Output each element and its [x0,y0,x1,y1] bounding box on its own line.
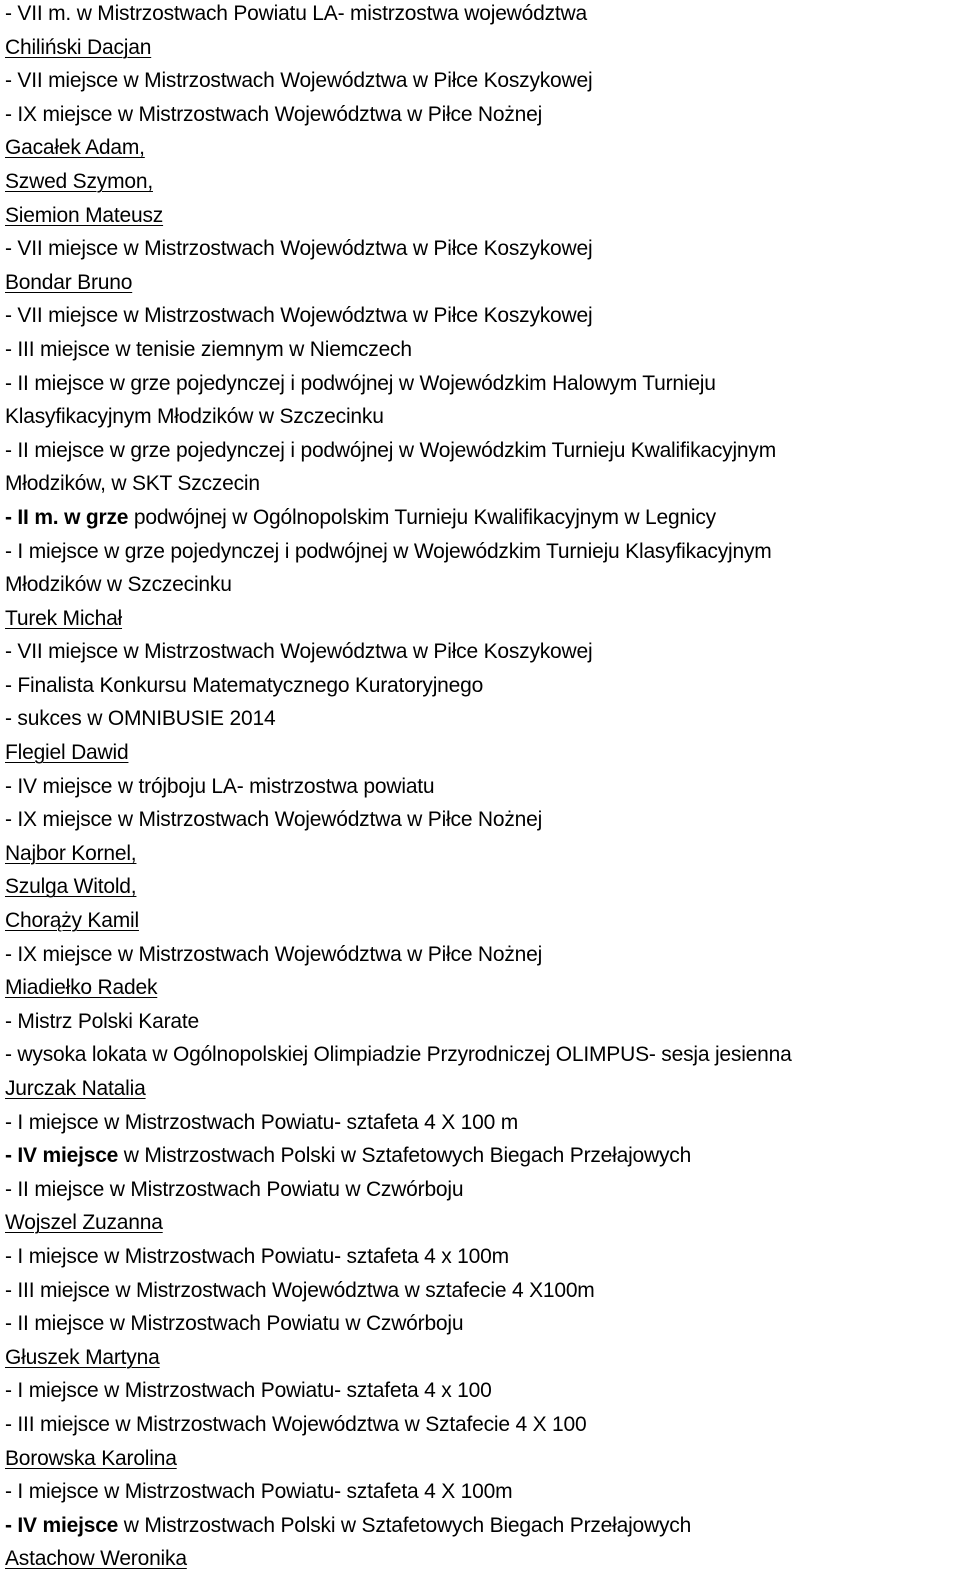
achievement-line [5,1139,955,1173]
achievement-text-bold: - II m. w grze [5,505,129,529]
achievement-line [5,1475,955,1509]
achievement-text: - VII miejsce w Mistrzostwach Województwa w Piłce Koszykowej [5,69,593,93]
achievement-text: - I miejsce w Mistrzostwach Powiatu- sztafeta 4 X 100m [5,1480,513,1504]
achievement-line [5,400,955,434]
achievement-text: - III miejsce w tenisie ziemnym w Niemczech [5,337,412,361]
student-name: Szulga Witold, [5,875,137,899]
achievement-text: - II miejsce w grze pojedynczej i podwójnej w Wojewódzkim Halowym Turnieju [5,371,716,395]
achievement-text: - IV miejsce w trójboju LA- mistrzostwa powiatu [5,774,435,798]
achievement-line [5,299,955,333]
student-name-line [5,1542,955,1576]
student-name: Szwed Szymon, [5,169,153,193]
student-name-line [5,165,955,199]
achievement-text: Klasyfikacyjnym Młodzików w Szczecinku [5,405,384,429]
student-name-line [5,837,955,871]
achievement-text: - II miejsce w Mistrzostwach Powiatu w Czwórboju [5,1177,464,1201]
achievement-text: w Mistrzostwach Polski w Sztafetowych Biegach Przełajowych [118,1513,692,1537]
achievement-text: - II miejsce w Mistrzostwach Powiatu w Czwórboju [5,1312,464,1336]
achievement-text: - wysoka lokata w Ogólnopolskiej Olimpiadzie Przyrodniczej OLIMPUS- sesja jesienna [5,1043,792,1067]
student-name-line [5,904,955,938]
achievement-text-bold: - IV miejsce [5,1513,119,1537]
achievement-line [5,501,955,535]
student-name-line [5,602,955,636]
achievement-line [5,1240,955,1274]
student-name: Głuszek Martyna [5,1345,160,1369]
achievement-text: - VII miejsce w Mistrzostwach Województwa w Piłce Koszykowej [5,304,593,328]
student-name: Chiliński Dacjan [5,35,152,59]
achievement-line [5,702,955,736]
achievement-line [5,1307,955,1341]
achievement-text: - Finalista Konkursu Matematycznego Kuratoryjnego [5,673,484,697]
achievement-text: - III miejsce w Mistrzostwach Województwa w sztafecie 4 X100m [5,1278,595,1302]
achievement-line [5,367,955,401]
achievement-text: - I miejsce w Mistrzostwach Powiatu- sztafeta 4 x 100m [5,1244,509,1268]
achievement-line [5,535,955,569]
achievement-text: - I miejsce w Mistrzostwach Powiatu- sztafeta 4 x 100 [5,1379,492,1403]
achievement-text: Młodzików w Szczecinku [5,573,232,597]
achievement-text: podwójnej w Ogólnopolskim Turnieju Kwalifikacyjnym w Legnicy [128,505,716,529]
achievement-line [5,635,955,669]
achievement-text: - VII miejsce w Mistrzostwach Województwa w Piłce Koszykowej [5,237,593,261]
achievement-line [5,1274,955,1308]
achievement-line [5,0,955,31]
achievement-text: - III miejsce w Mistrzostwach Województwa w Sztafecie 4 X 100 [5,1412,587,1436]
achievement-text-bold: - IV miejsce [5,1144,119,1168]
achievement-line [5,1408,955,1442]
student-name-line [5,199,955,233]
achievement-line [5,1509,955,1543]
achievement-line [5,1173,955,1207]
achievement-text: - sukces w OMNIBUSIE 2014 [5,707,276,731]
student-name-line [5,1072,955,1106]
achievement-text: - IX miejsce w Mistrzostwach Województwa w Piłce Nożnej [5,102,543,126]
student-name-line [5,870,955,904]
achievement-line [5,98,955,132]
achievement-line [5,434,955,468]
student-name-line [5,736,955,770]
student-name: Chorąży Kamil [5,909,139,933]
achievement-text: - Mistrz Polski Karate [5,1009,199,1033]
student-name: Gacałek Adam, [5,136,145,160]
student-name: Flegiel Dawid [5,741,129,765]
achievement-line [5,64,955,98]
achievement-line [5,333,955,367]
student-name-line [5,266,955,300]
achievement-text: Młodzików, w SKT Szczecin [5,472,260,496]
student-name-line [5,131,955,165]
student-name: Miadiełko Radek [5,976,158,1000]
achievement-text: - VII miejsce w Mistrzostwach Województwa w Piłce Koszykowej [5,640,593,664]
achievement-text: - I miejsce w Mistrzostwach Powiatu- sztafeta 4 X 100 m [5,1110,519,1134]
achievement-text: - II miejsce w grze pojedynczej i podwójnej w Wojewódzkim Turnieju Kwalifikacyjnym [5,438,777,462]
achievement-line [5,770,955,804]
achievement-line [5,1038,955,1072]
student-name-line [5,1442,955,1476]
achievement-line [5,232,955,266]
student-name: Siemion Mateusz [5,203,164,227]
achievement-line [5,1106,955,1140]
achievement-text: - VII m. w Mistrzostwach Powiatu LA- mistrzostwa województwa [5,2,587,25]
student-name: Bondar Bruno [5,270,133,294]
student-name: Astachow Weronika [5,1547,187,1571]
achievement-line [5,669,955,703]
achievement-line [5,938,955,972]
student-name: Borowska Karolina [5,1446,177,1470]
student-name-line [5,971,955,1005]
student-name-line [5,1341,955,1375]
student-name: Najbor Kornel, [5,841,137,865]
student-name: Wojszel Zuzanna [5,1211,163,1235]
student-name-line [5,31,955,65]
student-name-line [5,1206,955,1240]
achievement-line [5,467,955,501]
achievement-text: w Mistrzostwach Polski w Sztafetowych Biegach Przełajowych [118,1144,692,1168]
achievement-line [5,803,955,837]
document-body [5,0,955,1576]
achievement-text: - I miejsce w grze pojedynczej i podwójnej w Wojewódzkim Turnieju Klasyfikacyjnym [5,539,772,563]
achievement-text: - IX miejsce w Mistrzostwach Województwa w Piłce Nożnej [5,808,543,832]
achievement-line [5,568,955,602]
achievement-line [5,1005,955,1039]
achievement-text: - IX miejsce w Mistrzostwach Województwa w Piłce Nożnej [5,942,543,966]
student-name: Turek Michał [5,606,123,630]
student-name: Jurczak Natalia [5,1077,146,1100]
achievement-line [5,1374,955,1408]
